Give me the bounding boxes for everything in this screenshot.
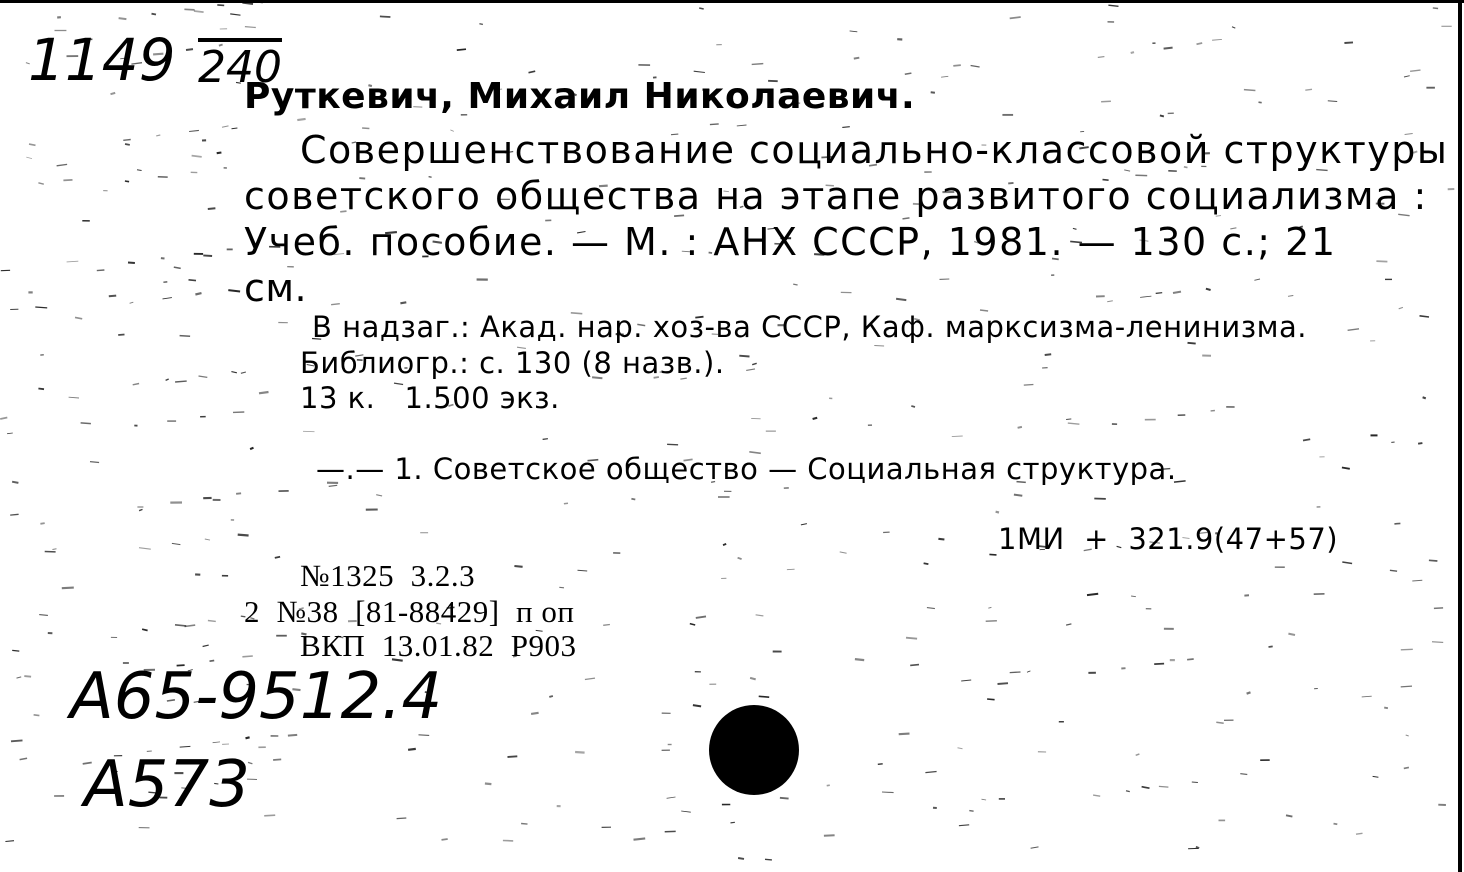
note-bibliography: Библиогр.: с. 130 (8 назв.). <box>300 346 725 380</box>
classification-index: 1МИ + 321.9(47+57) <box>998 522 1339 556</box>
handwritten-superscript: 240 <box>198 42 282 93</box>
handwritten-shelf-mark-2: А573 <box>84 748 250 822</box>
tech-line-2: 2 №38 [81-88429] п оп <box>244 594 575 629</box>
tech-line-1: №1325 3.2.3 <box>300 558 476 593</box>
note-header: В надзаг.: Акад. нар. хоз-ва СССР, Каф. марксизма-ленинизма. <box>312 310 1308 344</box>
title-line-1: Совершенствование социально-классовой структуры <box>300 128 1449 172</box>
handwritten-shelf-mark: А65-9512.4 <box>70 660 443 734</box>
punch-hole <box>709 705 799 795</box>
handwritten-number: 1149 <box>28 26 176 94</box>
subject-heading: —.— 1. Советское общество — Социальная структура. <box>316 452 1177 486</box>
title-line-2: советского общества на этапе развитого социализма : <box>244 174 1428 218</box>
title-line-4: см. <box>244 266 308 310</box>
author-heading: Руткевич, Михаил Николаевич. <box>244 76 916 117</box>
title-line-3: Учеб. пособие. — М. : АНХ СССР, 1981. — 130 с.; 21 <box>244 220 1337 264</box>
note-price-run: 13 к. 1.500 экз. <box>300 381 560 415</box>
tech-line-3: ВКП 13.01.82 Р903 <box>300 628 577 663</box>
card-border-top <box>0 0 1464 3</box>
card-border-right <box>1458 0 1462 872</box>
